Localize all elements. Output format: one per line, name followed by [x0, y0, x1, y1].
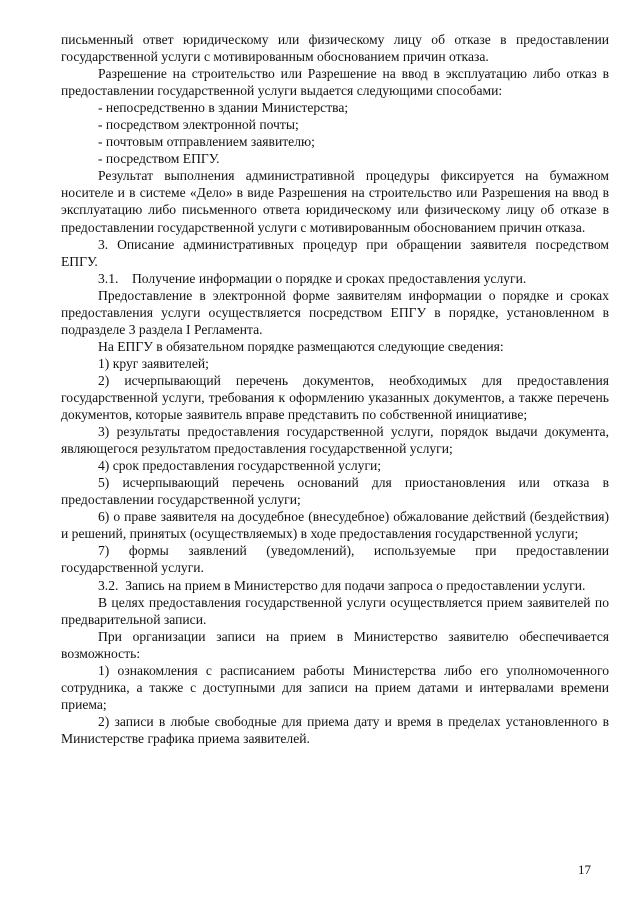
list-item: 1) ознакомления с расписанием работы Министерства либо его уполномоченного сотрудника, а также с доступными для записи на прием датами и интервалами времени приема; [61, 662, 609, 712]
subsection-heading: 3.2. Запись на прием в Министерство для подачи запроса о предоставлении услуги. [98, 577, 586, 593]
list-item: 5) исчерпывающий перечень оснований для приостановления или отказа в предоставлении государственной услуги; [61, 475, 609, 508]
list-item: 7) формы заявлений (уведомлений), используемые при предоставлении государственной услуги. [61, 543, 609, 576]
paragraph: Предоставление в электронной форме заявителям информации о порядке и сроках предоставления услуги осуществляется посредством ЕПГУ в порядке, установленном в подразделе 3 раздела I Регламента. [61, 287, 609, 337]
paragraph: При организации записи на прием в Министерство заявителю обеспечивается возможность: [61, 628, 609, 661]
list-item: - посредством ЕПГУ. [98, 151, 220, 167]
list-item: 3) результаты предоставления государственной услуги, порядок выдачи документа, являющегося результатом предоставления государственной услуги; [61, 424, 609, 457]
paragraph: В целях предоставления государственной услуги осуществляется прием заявителей по предварительной записи. [61, 594, 609, 627]
page-number: 17 [578, 862, 591, 877]
paragraph: письменный ответ юридическому или физическому лицу об отказе в предоставлении государственной услуги с мотивированным обоснованием причин отказа. [61, 32, 609, 65]
subsection-heading: 3.1. Получение информации о порядке и сроках предоставления услуги. [98, 270, 527, 286]
paragraph: Разрешение на строительство или Разрешение на ввод в эксплуатацию либо отказ в предоставлении государственной услуги выдается следующими способами: [61, 66, 609, 99]
paragraph: Результат выполнения административной процедуры фиксируется на бумажном носителе и в системе «Дело» в виде Разрешения на строительство или Разрешения на ввод в эксплуатацию либо письменного ответа юридическому или физическому лицу об отказе в предоставлении государственной услуги с мотивированным обоснованием причин отказа. [61, 168, 609, 235]
list-item: 1) круг заявителей; [98, 355, 209, 371]
list-item: 6) о праве заявителя на досудебное (внесудебное) обжалование действий (бездействия) и решений, принятых (осуществляемых) в ходе предоставления государственной услуги; [61, 509, 609, 542]
list-item: 4) срок предоставления государственной услуги; [98, 458, 382, 474]
page-body [61, 31, 609, 747]
list-item: - посредством электронной почты; [98, 117, 299, 133]
list-item: - непосредственно в здании Министерства; [98, 100, 349, 116]
paragraph: На ЕПГУ в обязательном порядке размещаются следующие сведения: [98, 338, 504, 354]
list-item: - почтовым отправлением заявителю; [98, 134, 315, 150]
list-item: 2) записи в любые свободные для приема дату и время в пределах установленного в Министерстве графика приема заявителей. [61, 713, 609, 746]
section-heading: 3. Описание административных процедур при обращении заявителя посредством ЕПГУ. [61, 236, 609, 269]
list-item: 2) исчерпывающий перечень документов, необходимых для предоставления государственной услуги, требования к оформлению указанных документов, а также перечень документов, которые заявитель вправе представить по собственной инициативе; [61, 372, 609, 423]
